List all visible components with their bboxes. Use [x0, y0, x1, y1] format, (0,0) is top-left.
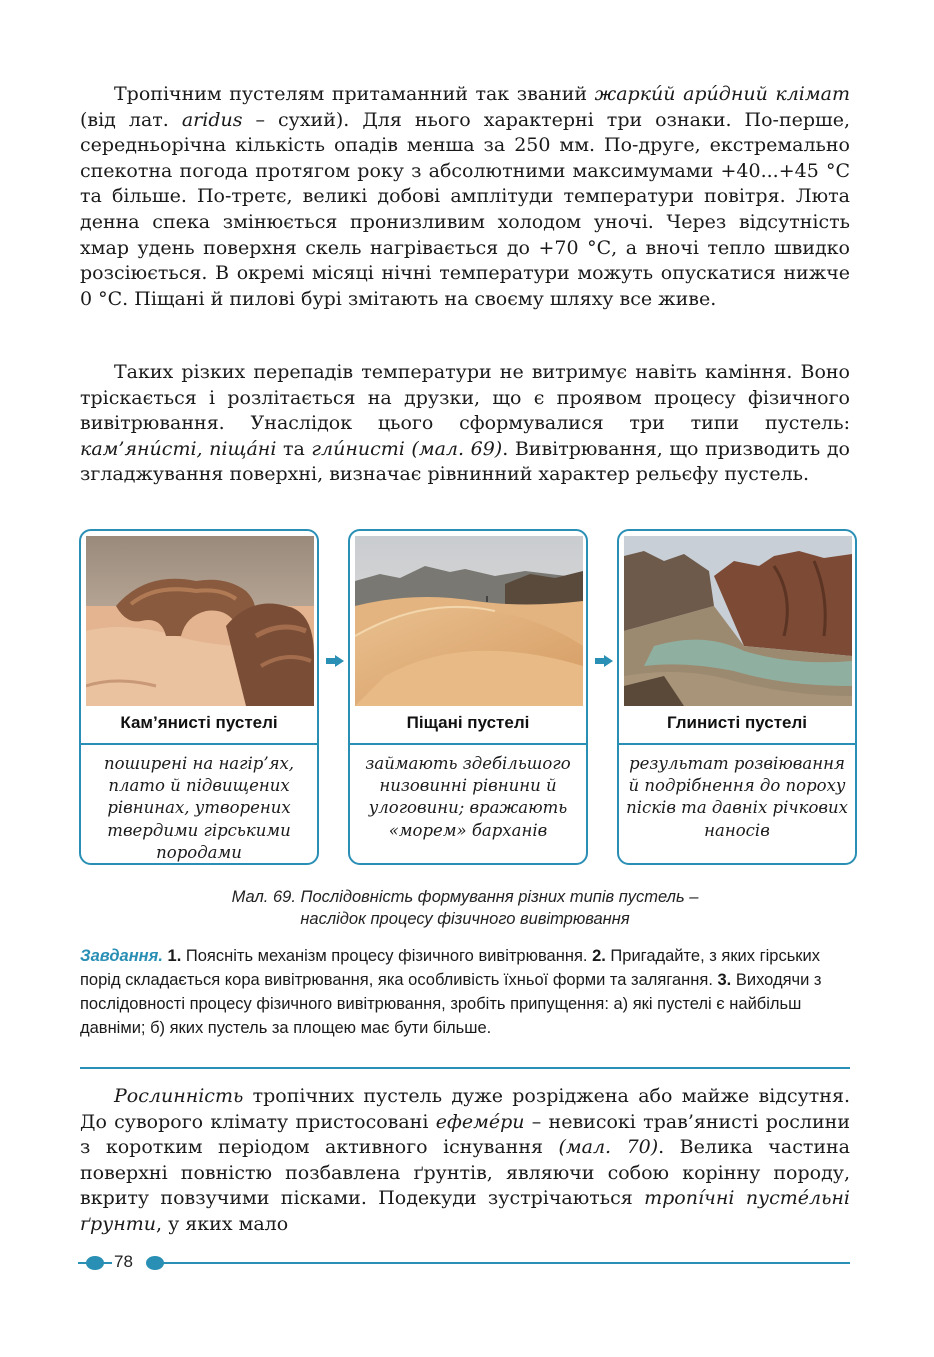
figure-caption	[80, 886, 850, 930]
footer-ornament-icon	[78, 1252, 112, 1274]
paragraph-arid-climate: Тропічним пустелям притаманний так званий жарки́й ари́дний клімат (від лат. aridus – сухий). Для нього характерні три ознаки. По-перше, середньорічна кількість опадів менша за 250 мм. По-друге, екстремально спекотна погода протягом року з абсолютними максимумами +40...+45 °С та більше. По-третє, великі добові амплітуди температури повітря. Люта денна спека змінюється пронизливим холодом уночі. Через відсутність хмар удень поверхня скель нагрівається до +70 °С, а вночі тепло швидко розсіюється. В окремі місяці нічні температури можуть опускатися нижче 0 °С. Піщані й пилові бурі змітають на своєму шляху все живе.	[80, 83, 850, 310]
section-divider	[80, 1067, 850, 1069]
card-divider	[350, 743, 586, 745]
paragraph-weathering: Таких різких перепадів температури не витримує навіть каміння. Воно тріскається і розлітається на друзки, що є проявом процесу фізичного вивітрювання. Унаслідок цього сформувалися три типи пустель: кам’яни́сті, піща́ні та гли́нисті (мал. 69). Вивітрювання, що призводить до згладжування поверхні, визначає рівнинний характер рельєфу пустель.	[80, 361, 850, 486]
card-description: поширені на нагір’ях, плато й підвищених рівнинах, утворених твердими гірськими породами	[103, 754, 295, 862]
task-block: Завдання. 1. Поясніть механізм процесу фізичного вивітрювання. 2. Пригадайте, з яких гірських порід складається кора вивітрювання, яка особливість їхньої форми та залягання. 3. Виходячи з послідовності процесу фізичного вивітрювання, зробіть припущення: а) які пустелі є найбільш давніми; б) яких пустель за площею має бути більше.	[80, 947, 822, 1037]
clay-desert-photo	[624, 536, 852, 706]
card-title: Піщані пустелі	[406, 713, 530, 732]
card-description: результат розвіювання й подрібнення до пороху пісків та давніх річкових наносів	[626, 754, 848, 840]
card-description: займають здебільшого низовинні рівнини й улоговини; вражають «морем» барханів	[365, 754, 571, 840]
stony-desert-photo	[86, 536, 314, 706]
task-label: Завдання.	[80, 947, 163, 965]
card-divider	[81, 743, 317, 745]
sandy-desert-photo	[355, 536, 583, 706]
paragraph-vegetation: Рослинність тропічних пустель дуже розріджена або майже відсутня. До суворого клімату пристосовані ефеме́ри – невисокі трав’янисті рослини з коротким періодом активного існування (мал. 70). Велика частина поверхні повністю позбавлена ґрунтів, являючи собою корінну породу, вкриту повзучими пісками. Подекуди зустрічаються тропі́чні пусте́льні ґрунти, у яких мало	[80, 1085, 851, 1235]
card-title: Кам’янисті пустелі	[120, 713, 278, 732]
caption-line: Мал. 69. Послідовність формування різних типів пустель –	[231, 888, 699, 906]
card-sandy-desert	[348, 529, 588, 865]
caption-line: наслідок процесу фізичного вивітрювання	[300, 910, 630, 928]
card-stony-desert	[79, 529, 319, 865]
footer-line	[158, 1262, 850, 1264]
card-divider	[619, 743, 855, 745]
card-clay-desert	[617, 529, 857, 865]
page-footer	[78, 1252, 850, 1274]
page-number: 78	[114, 1252, 133, 1271]
card-title: Глинисті пустелі	[666, 713, 808, 732]
